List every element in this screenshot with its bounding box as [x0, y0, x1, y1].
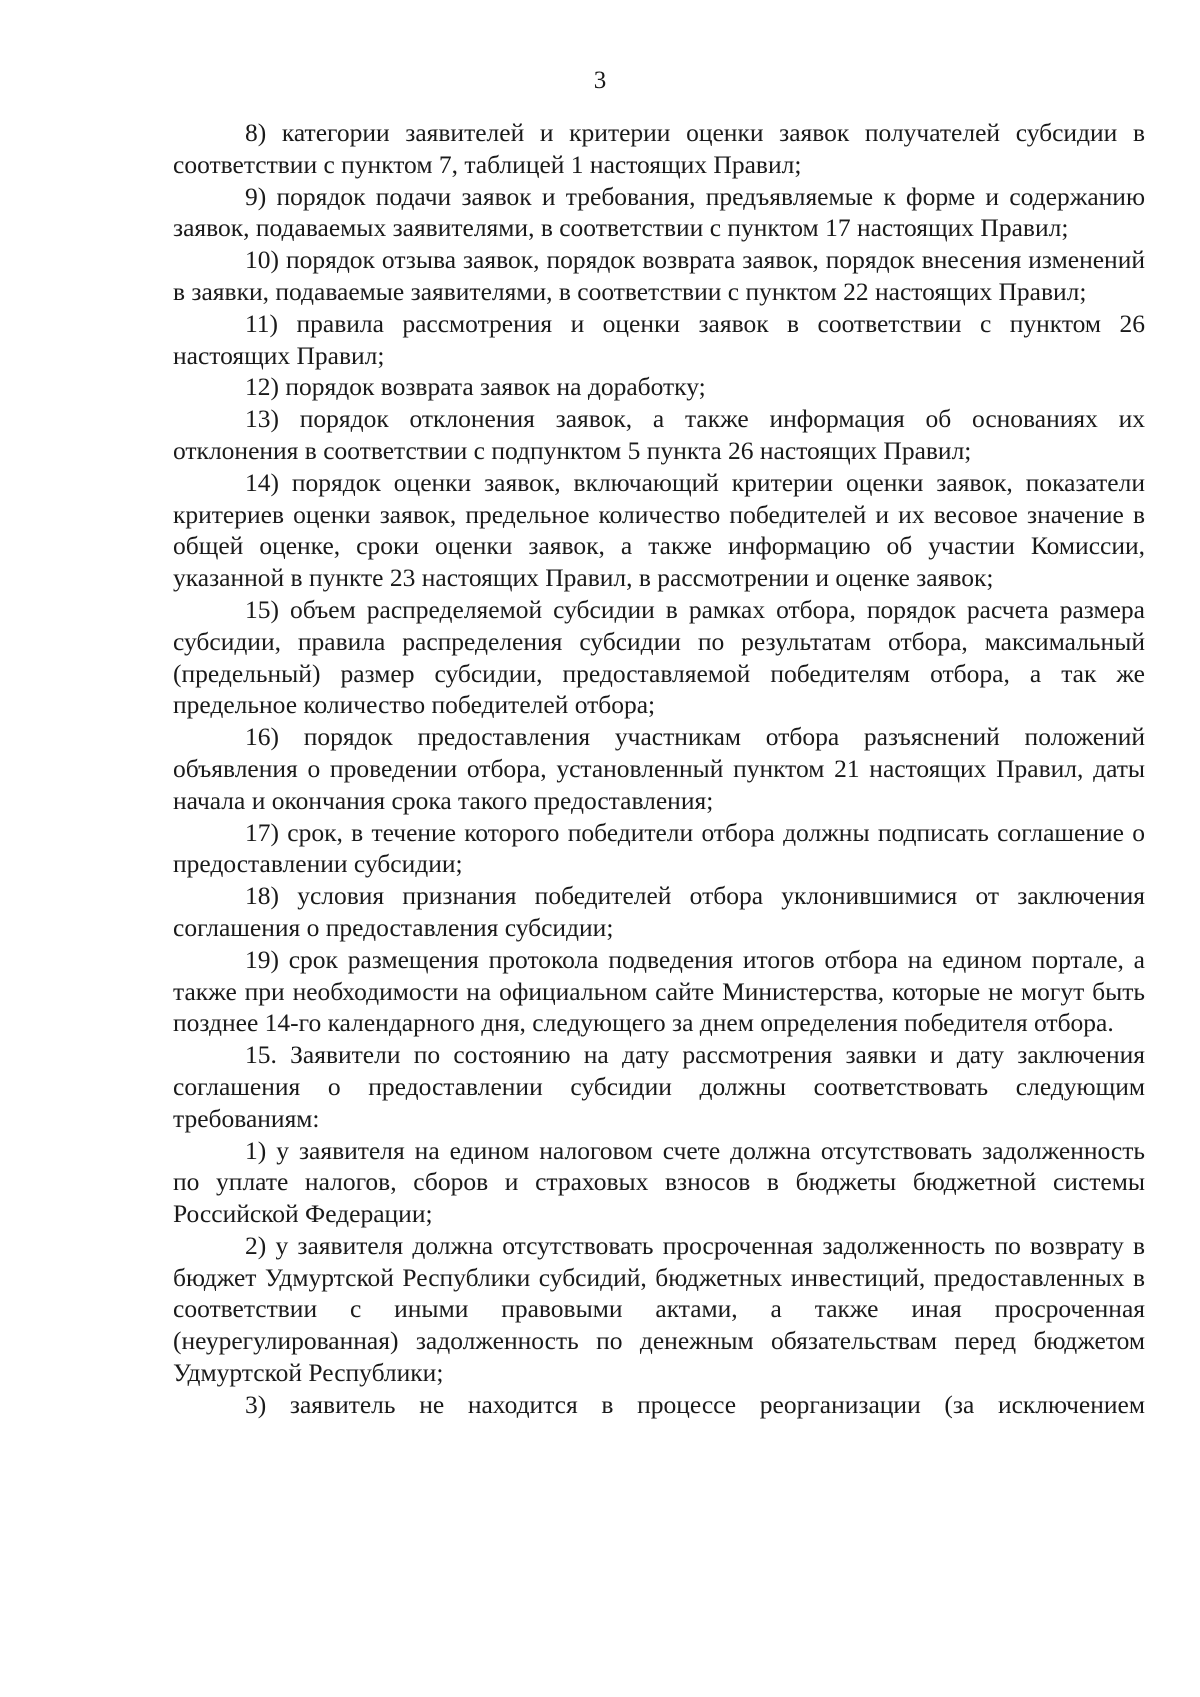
- paragraph-item-17: 17) срок, в течение которого победители отбора должны подписать соглашение о предоставлении субсидии;: [173, 817, 1145, 879]
- requirement-item-2: 2) у заявителя должна отсутствовать просроченная задолженность по возврату в бюджет Удмуртской Республики субсидий, бюджетных инвестиций, предоставленных в соответствии с иными правовыми актами, а также иная просроченная (неурегулированная) задолженность по денежным обязательствам перед бюджетом Удмуртской Республики;: [173, 1230, 1145, 1388]
- page-number: 3: [593, 67, 607, 94]
- paragraph-item-19: 19) срок размещения протокола подведения итогов отбора на едином портале, а также при необходимости на официальном сайте Министерства, которые не могут быть позднее 14-го календарного дня, следующего за днем определения победителя отбора.: [173, 944, 1145, 1038]
- paragraph-item-10: 10) порядок отзыва заявок, порядок возврата заявок, порядок внесения изменений в заявки, подаваемые заявителями, в соответствии с пунктом 22 настоящих Правил;: [173, 245, 1145, 306]
- paragraph-item-13: 13) порядок отклонения заявок, а также информация об основаниях их отклонения в соответствии с подпунктом 5 пункта 26 настоящих Правил;: [173, 404, 1145, 465]
- paragraph-item-11: 11) правила рассмотрения и оценки заявок в соответствии с пунктом 26 настоящих Правил;: [173, 308, 1145, 370]
- requirement-item-3: 3) заявитель не находится в процессе реорганизации (за исключением: [245, 1389, 1145, 1419]
- paragraph-item-9: 9) порядок подачи заявок и требования, предъявляемые к форме и содержанию заявок, подаваемых заявителями, в соответствии с пунктом 17 настоящих Правил;: [173, 181, 1145, 243]
- section-15-intro: 15. Заявители по состоянию на дату рассмотрения заявки и дату заключения соглашения о предоставлении субсидии должны соответствовать следующим требованиям:: [173, 1040, 1145, 1133]
- paragraph-item-12: 12) порядок возврата заявок на доработку;: [245, 372, 706, 402]
- document-body: [173, 117, 1145, 1421]
- paragraph-item-18: 18) условия признания победителей отбора уклонившимися от заключения соглашения о предоставления субсидии;: [173, 881, 1145, 942]
- paragraph-item-8: 8) категории заявителей и критерии оценки заявок получателей субсидии в соответствии с пунктом 7, таблицей 1 настоящих Правил;: [173, 118, 1145, 179]
- paragraph-item-16: 16) порядок предоставления участникам отбора разъяснений положений объявления о проведении отбора, установленный пунктом 21 настоящих Правил, даты начала и окончания срока такого предоставления;: [173, 722, 1145, 815]
- paragraph-item-15: 15) объем распределяемой субсидии в рамках отбора, порядок расчета размера субсидии, правила распределения субсидии по результатам отбора, максимальный (предельный) размер субсидии, предоставляемой победителям отбора, а так же предельное количество победителей отбора;: [173, 594, 1145, 720]
- requirement-item-1: 1) у заявителя на едином налоговом счете должна отсутствовать задолженность по уплате налогов, сборов и страховых взносов в бюджеты бюджетной системы Российской Федерации;: [173, 1135, 1145, 1229]
- paragraph-item-14: 14) порядок оценки заявок, включающий критерии оценки заявок, показатели критериев оценки заявок, предельное количество победителей и их весовое значение в общей оценке, сроки оценки заявок, а также информацию об участии Комиссии, указанной в пункте 23 настоящих Правил, в рассмотрении и оценке заявок;: [173, 467, 1145, 593]
